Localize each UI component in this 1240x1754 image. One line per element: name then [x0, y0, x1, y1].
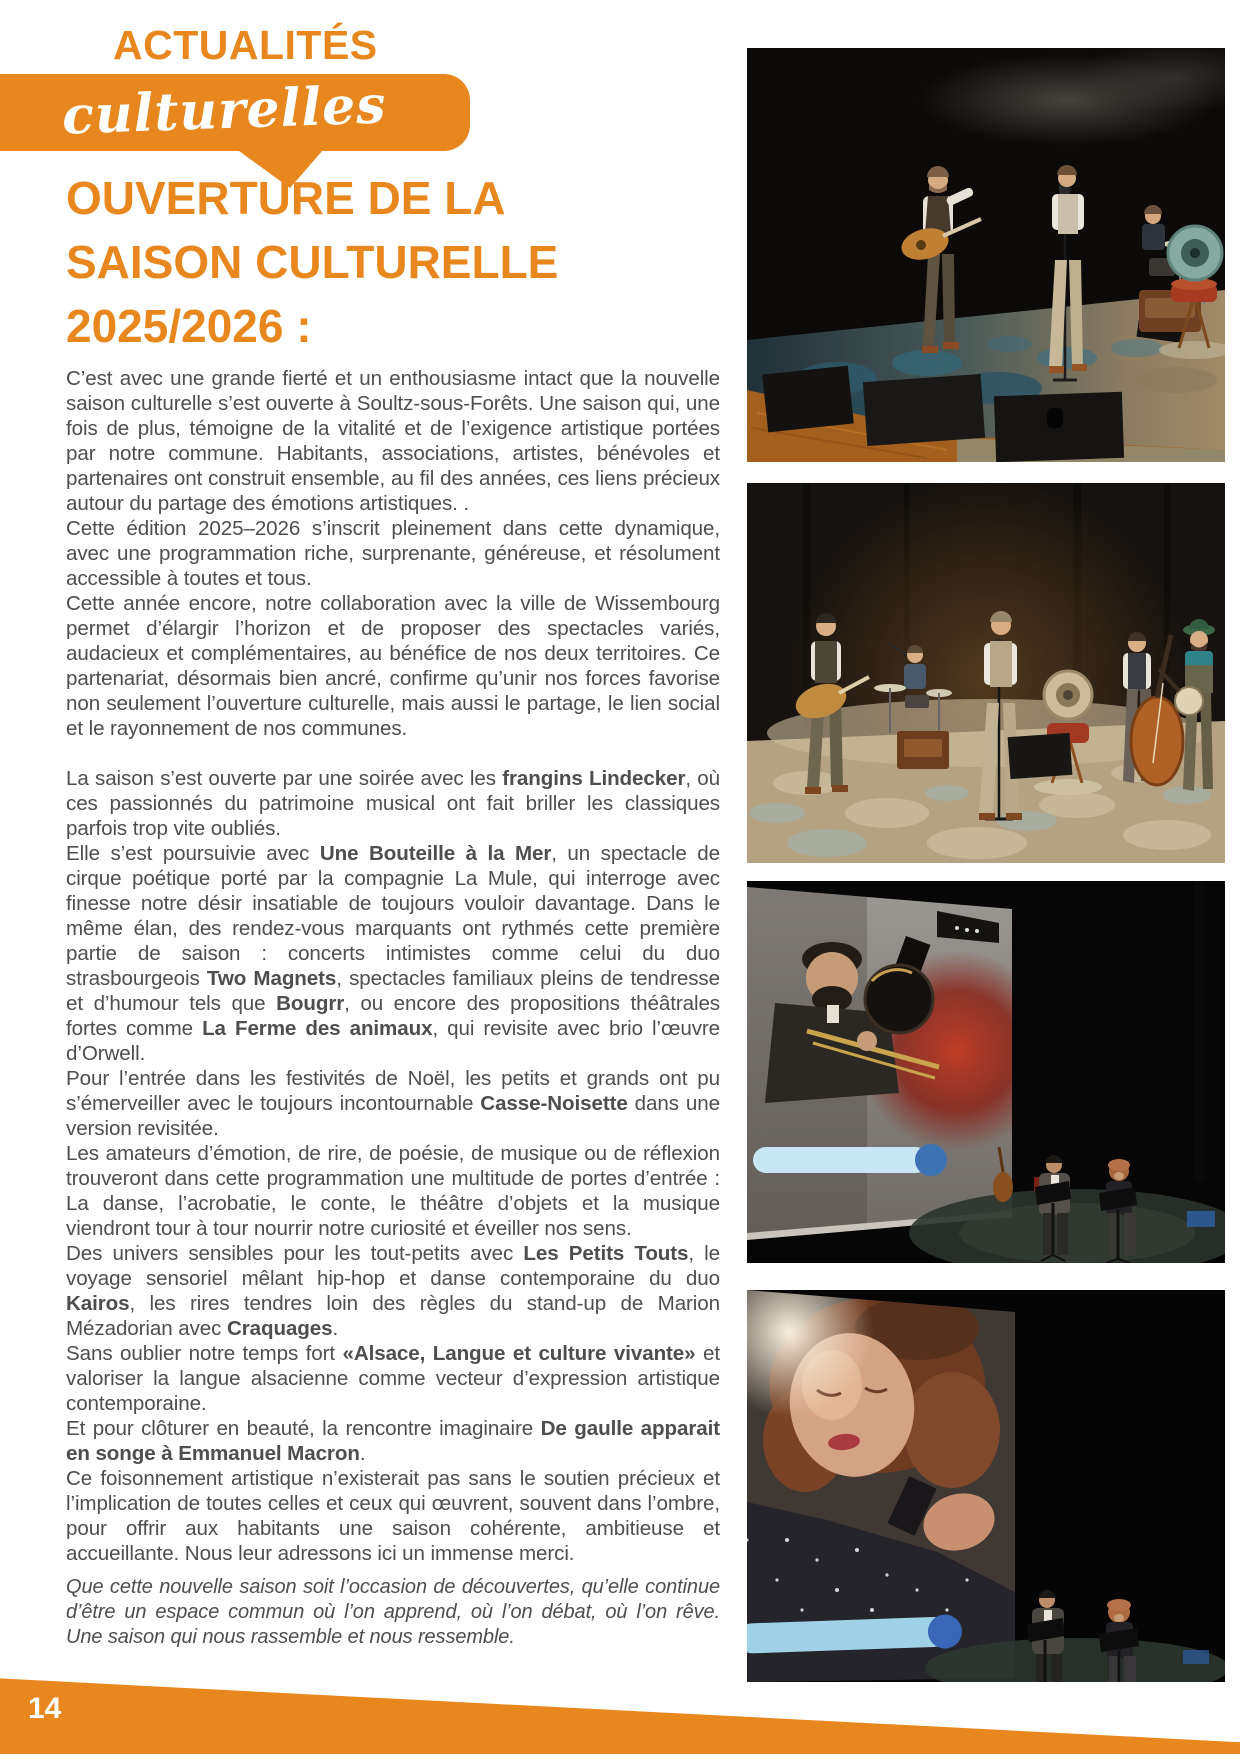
article-paragraph: Sans oublier notre temps fort «Alsace, Langue et culture vivante» et valoriser la langue alsacienne comme vecteur d’expression artistique contemporaine. [66, 1342, 720, 1415]
photo-reading-projection-face [747, 1290, 1225, 1682]
title-line-3: 2025/2026 : [66, 300, 312, 352]
article-paragraph: Et pour clôturer en beauté, la rencontre imaginaire De gaulle apparait en songe à Emmanuel Macron. [66, 1417, 720, 1465]
article-paragraph: La saison s’est ouverte par une soirée avec les frangins Lindecker, où ces passionnés du patrimoine musical ont fait briller les classiques parfois trop vite oubliés. [66, 767, 720, 840]
article-paragraph: Elle s’est poursuivie avec Une Bouteille à la Mer, un spectacle de cirque poétique porté par la compagnie La Mule, qui interroge avec finesse notre désir insatiable de toujours vouloir davantage. Dans le même élan, des rendez-vous marquants ont rythmés cette première partie de saison : concerts intimistes comme celui du duo strasbourgeois Two Magnets, spectacles familiaux pleins de tendresse et d’humour tels que Bougrr, ou encore des propositions théâtrales fortes comme La Ferme des animaux, qui revisite avec brio l’œuvre d’Orwell. [66, 842, 721, 1065]
photo-stage-trio-art [747, 48, 1225, 462]
article-paragraph: Les amateurs d’émotion, de rire, de poésie, de musique ou de réflexion trouveront dans cette programmation une multitude de portes d’entrée : La danse, l’acrobatie, le conte, le théâtre d’objets et la musique viendront tour à tour nourrir notre curiosité et éveiller nos sens. [66, 1142, 720, 1240]
photo-stage-quintet [747, 483, 1225, 863]
page-number: 14 [28, 1692, 62, 1725]
article-paragraph: C’est avec une grande fierté et un enthousiasme intact que la nouvelle saison culturelle s’est ouverte à Soultz-sous-Forêts. Une saison qui, une fois de plus, témoigne de la vitalité et de l’exigence artistique portées par notre commune. Habitants, associations, artistes, bénévoles et partenaires ont construit ensemble, au fil des années, ces liens précieux autour du partage des émotions artistiques. . [66, 367, 720, 515]
article-paragraph: Cette édition 2025–2026 s’inscrit pleinement dans cette dynamique, avec une programmation riche, surprenante, généreuse, et résolument accessible à toutes et tous. [66, 517, 720, 590]
article-body [66, 366, 720, 1650]
title-line-1: OUVERTURE DE LA [66, 172, 506, 224]
article-paragraph: Que cette nouvelle saison soit l’occasion de découvertes, qu’elle continue d’être un espace commun où l’on apprend, où l’on débat, où l’on rêve. Une saison qui nous rassemble et nous ressemble. [66, 1576, 720, 1648]
footer-band [0, 1670, 1240, 1754]
section-kicker: ACTUALITÉS [113, 22, 378, 68]
title-line-2: SAISON CULTURELLE [66, 236, 559, 288]
photo-stage-trio [747, 48, 1225, 462]
photo-stage-quintet-art [747, 483, 1225, 863]
photo-reading-projection-trombone [747, 881, 1225, 1263]
article-paragraph: Ce foisonnement artistique n’existerait pas sans le soutien précieux et l’implication de toutes celles et ceux qui œuvrent, souvent dans l’ombre, pour offrir aux habitants une saison cohérente, ambitieuse et accueillante. Nous leur adressons ici un immense merci. [66, 1467, 720, 1565]
photo-reading-projection-trombone-art [747, 881, 1225, 1263]
article-paragraph: Cette année encore, notre collaboration avec la ville de Wissembourg permet d’élargir l’horizon et de proposer des spectacles variés, audacieux et complémentaires, au bénéfice de nos deux territoires. Ce partenariat, désormais bien ancré, confirme qu’unir nos forces favorise non seulement l’ouverture culturelle, mais aussi le partage, le lien social et le rayonnement de nos communes. [66, 592, 720, 740]
projection-progress-dot [915, 1144, 947, 1176]
section-banner-label: culturelles [61, 74, 388, 147]
projection-progress-bar [753, 1147, 929, 1173]
photo-reading-projection-face-art [747, 1290, 1225, 1682]
article-title [66, 166, 558, 358]
article-paragraph: Pour l’entrée dans les festivités de Noël, les petits et grands ont pu s’émerveiller avec le toujours incontournable Casse-Noisette dans une version revisitée. [66, 1067, 720, 1140]
section-banner [0, 74, 470, 151]
article-paragraph: Des univers sensibles pour les tout-petits avec Les Petits Touts, le voyage sensoriel mêlant hip-hop et danse contemporaine du duo Kairos, les rires tendres loin des règles du stand-up de Marion Mézadorian avec Craquages. [66, 1242, 721, 1340]
